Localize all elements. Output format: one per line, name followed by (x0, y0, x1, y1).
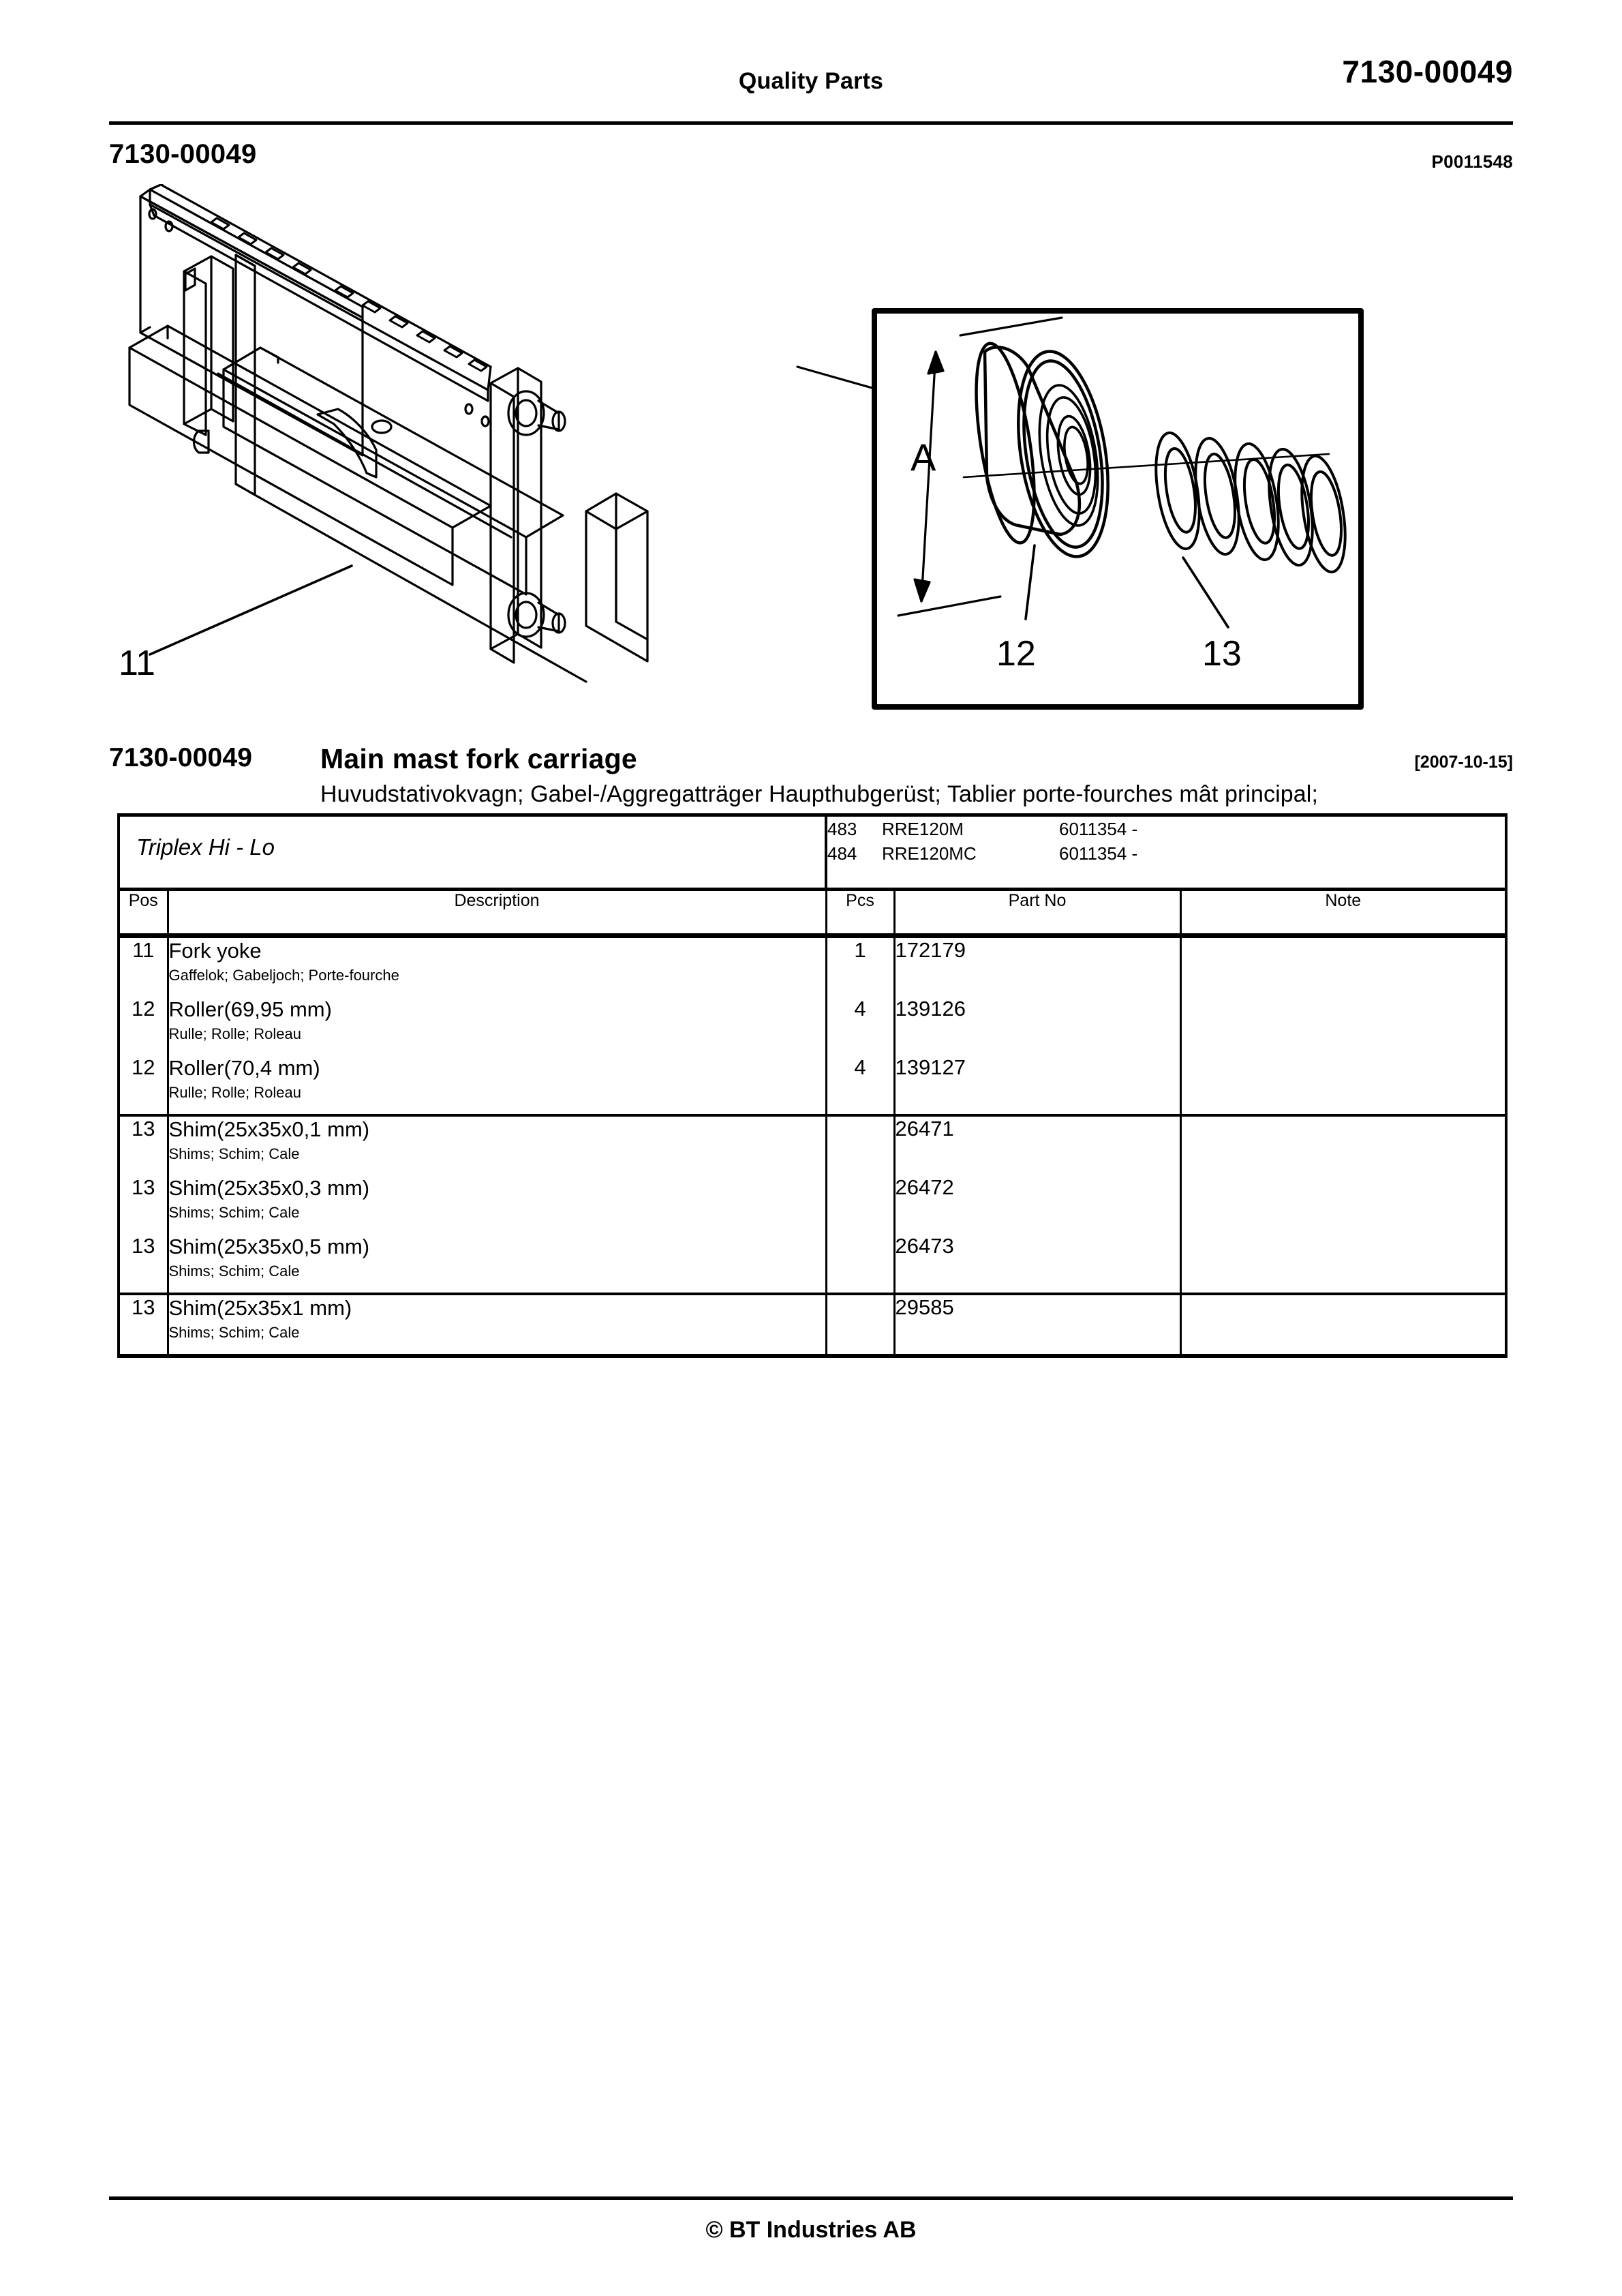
table-row[interactable] (119, 1055, 1506, 1115)
row-part-no: 29585 (894, 1294, 1180, 1356)
row-note (1180, 937, 1506, 997)
column-header-pos: Pos (119, 890, 168, 935)
header-divider (109, 121, 1513, 125)
row-part-no: 26471 (895, 1117, 954, 1141)
row-part-no: 26473 (894, 1234, 1180, 1294)
row-pos: 12 (119, 997, 168, 1055)
footer-copyright: © BT Industries AB (705, 2217, 917, 2243)
row-description (168, 997, 826, 1055)
section-revision-date: [2007-10-15] (1414, 753, 1513, 772)
row-pcs: 4 (826, 997, 894, 1055)
row-pcs: 1 (826, 937, 894, 997)
row-pcs: 4 (826, 1055, 894, 1115)
drawing-reference: P0011548 (1431, 151, 1513, 172)
row-part-no: 26472 (895, 1175, 954, 1199)
dimension-label-a: A (911, 436, 936, 479)
fork-carriage-assembly (119, 184, 647, 683)
row-description-main: Fork yoke (168, 939, 262, 963)
row-part-no: 139127 (894, 1055, 1180, 1115)
callout-label-12: 12 (996, 634, 1036, 674)
row-description-main: Roller(70,4 mm) (168, 1056, 320, 1080)
row-note (1180, 1175, 1506, 1234)
roller-detail-box (797, 311, 1361, 707)
page-header (109, 54, 1513, 116)
page-title: Quality Parts (738, 68, 884, 94)
footer-divider (109, 2196, 1513, 2200)
section-title-block (109, 743, 1513, 818)
row-note (1180, 1294, 1506, 1356)
row-description-main: Shim(25x35x0,1 mm) (168, 1117, 370, 1141)
table-row[interactable] (119, 997, 1506, 1055)
section-title-translations: Huvudstativokvagn; Gabel-/Aggregatträger Haupthubgerüst; Tablier porte-fourches mât principal; (320, 781, 1319, 807)
variant-name: Triplex Hi - Lo (136, 834, 275, 860)
column-header-pcs: Pcs (826, 890, 894, 935)
section-title-code: 7130-00049 (109, 743, 253, 772)
column-header-note: Note (1180, 890, 1506, 935)
row-description-main: Shim(25x35x0,3 mm) (168, 1176, 370, 1200)
row-pos: 13 (119, 1115, 168, 1175)
row-description-translations: Shims; Schim; Cale (168, 1204, 300, 1221)
parts-table (117, 813, 1508, 1358)
callout-label-11: 11 (119, 644, 155, 683)
row-pos: 13 (119, 1175, 168, 1234)
row-description (168, 1294, 826, 1356)
table-row[interactable] (119, 1115, 1506, 1175)
table-header-row (119, 890, 1506, 935)
row-description-main: Shim(25x35x0,5 mm) (168, 1235, 370, 1258)
parts-diagram (109, 184, 1513, 729)
variant-code-row (827, 841, 1505, 866)
row-description (168, 1234, 826, 1294)
section-title-name: Main mast fork carriage (320, 743, 637, 774)
row-note (1180, 1055, 1506, 1115)
variant-code-number: 483 (827, 819, 857, 839)
row-description-main: Roller(69,95 mm) (168, 997, 332, 1021)
row-description-translations: Rulle; Rolle; Roleau (168, 1084, 301, 1101)
row-description-main: Shim(25x35x1 mm) (168, 1296, 352, 1320)
parts-diagram-svg (109, 184, 1513, 729)
row-description-translations: Rulle; Rolle; Roleau (168, 1025, 301, 1042)
table-row[interactable] (119, 1294, 1506, 1356)
row-part-no: 139126 (895, 997, 966, 1021)
row-pcs (826, 1115, 894, 1175)
row-description-translations: Gaffelok; Gabeljoch; Porte-fourche (168, 967, 399, 984)
row-description (168, 937, 826, 997)
column-header-description: Description (168, 890, 826, 935)
row-note (1180, 997, 1506, 1055)
row-note (1180, 1115, 1506, 1175)
table-row[interactable] (119, 1175, 1506, 1234)
column-header-part-no: Part No (894, 890, 1180, 935)
variant-band-row (119, 815, 1506, 890)
row-description (168, 1115, 826, 1175)
row-description-translations: Shims; Schim; Cale (168, 1145, 300, 1162)
row-pcs (826, 1175, 894, 1234)
row-pos: 11 (119, 937, 168, 997)
section-code: 7130-00049 (109, 139, 257, 169)
header-part-code: 7130-00049 (1342, 54, 1513, 89)
row-note (1180, 1234, 1506, 1294)
row-description (168, 1055, 826, 1115)
variant-name-cell (119, 815, 826, 890)
variant-code-number: 484 (827, 843, 857, 864)
row-pcs (826, 1294, 894, 1356)
row-pcs (826, 1234, 894, 1294)
variant-codes-cell (826, 815, 1506, 890)
variant-code-serial: 6011354 - (1059, 819, 1138, 839)
variant-code-model: RRE120M (882, 819, 964, 839)
table-row[interactable] (119, 1234, 1506, 1294)
variant-code-model: RRE120MC (882, 843, 977, 864)
table-row[interactable] (119, 937, 1506, 997)
variant-code-serial: 6011354 - (1059, 843, 1138, 864)
shim-stack (1149, 430, 1352, 575)
row-pos: 12 (119, 1055, 168, 1115)
row-description-translations: Shims; Schim; Cale (168, 1263, 300, 1280)
callout-label-13: 13 (1202, 634, 1242, 674)
row-description-translations: Shims; Schim; Cale (168, 1324, 300, 1341)
row-pos: 13 (119, 1234, 168, 1294)
row-pos: 13 (119, 1294, 168, 1356)
variant-code-row (827, 817, 1505, 841)
row-part-no: 172179 (895, 938, 966, 962)
row-description (168, 1175, 826, 1234)
